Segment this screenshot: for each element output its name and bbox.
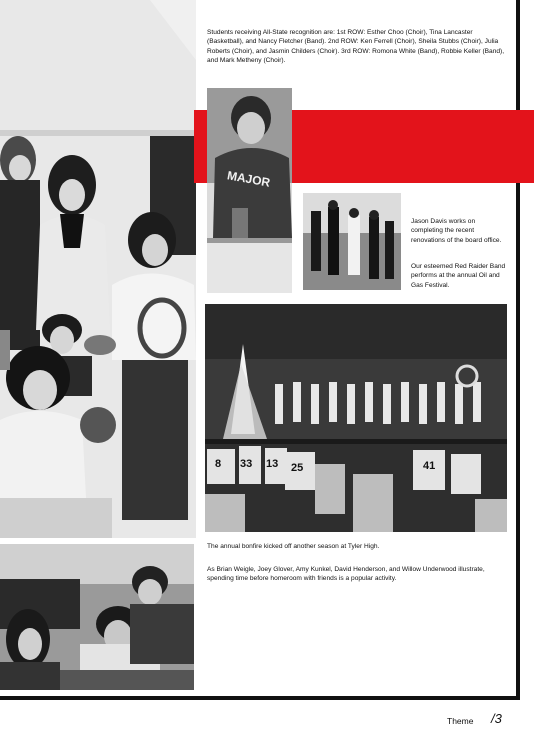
footer-section-label: Theme xyxy=(447,716,474,726)
band-caption: Our esteemed Red Raider Band performs at the annual Oil and Gas Festival. xyxy=(411,263,506,289)
shirt-lettering: MAJOR xyxy=(226,168,272,190)
bonfire-caption: The annual bonfire kicked off another season at Tyler High. xyxy=(207,543,380,550)
jersey-number: 25 xyxy=(291,462,304,474)
jason-davis-caption: Jason Davis works on completing the recent renovations of the board office. xyxy=(411,218,502,244)
homeroom-friends-photo xyxy=(0,544,194,690)
homeroom-caption: As Brian Weigle, Joey Glover, Amy Kunkel, David Henderson, and Willow Underwood illustrate, spending time before homeroom with friends is a popular activity. xyxy=(207,566,485,583)
jason-davis-photo xyxy=(207,88,292,293)
all-state-caption: Students receiving All-State recognition are: 1st ROW: Esther Choo (Choir), Tina Lancaster (Basketball), and Nancy Fletcher (Band). 2nd ROW: Ken Ferrell (Choir), Sheila Stubbs (Choir), Julia Roberts (Choir), and Jasmin Childers (Choir). 3rd ROW: Romona White (Band), Robbie Keller (Band), and Mark Metheny (Choir). xyxy=(207,29,505,65)
page-number: /3 xyxy=(491,711,502,726)
bonfire-photo xyxy=(205,304,507,532)
jersey-number: 41 xyxy=(423,460,436,472)
jersey-number: 13 xyxy=(266,458,279,470)
band-photo xyxy=(303,193,401,290)
jersey-number: 8 xyxy=(215,458,222,470)
all-state-students-photo xyxy=(0,0,196,538)
jersey-number: 33 xyxy=(240,458,253,470)
